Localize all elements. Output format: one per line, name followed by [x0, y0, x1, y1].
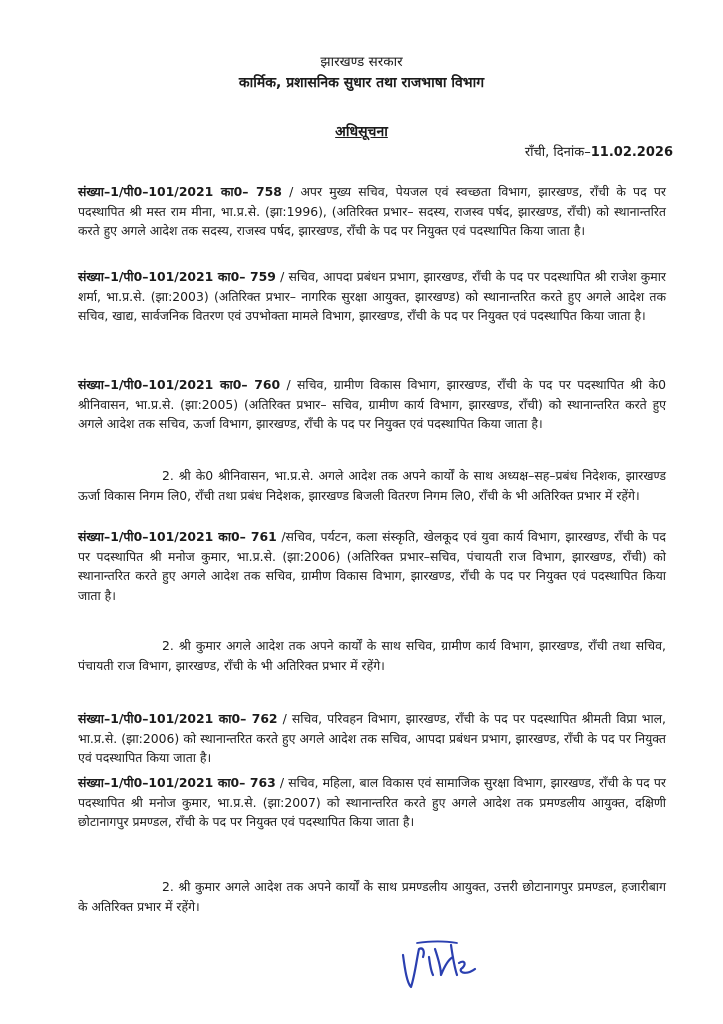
- order-number: संख्या–1/पी0–101/2021 का0– 763: [78, 775, 276, 790]
- government-name: झारखण्ड सरकार: [320, 54, 403, 70]
- order-paragraph: [78, 267, 666, 326]
- order-paragraph: [78, 527, 666, 605]
- order-number: संख्या–1/पी0–101/2021 का0– 761: [78, 529, 277, 544]
- order-text: / अपर मुख्य सचिव, पेयजल एवं स्वच्छता विभाग, झारखण्ड, राँची के पद पर पदस्थापित श्री मस्त राम मीना, भा.प्र.से. (झा:1996), (अतिरिक्त प्रभार– सदस्य, राजस्व पर्षद, झारखण्ड, राँची) को स्थानान्तरित करते हुए अगले आदेश तक सदस्य, राजस्व पर्षद, झारखण्ड, राँची के पद पर नियुक्त एवं पदस्थापित किया जाता है।: [78, 184, 666, 239]
- additional-charge-paragraph: 2. श्री के0 श्रीनिवासन, भा.प्र.से. अगले आदेश तक अपने कार्यों के साथ अध्यक्ष–सह–प्रबंध निदेशक, झारखण्ड ऊर्जा विकास निगम लि0, राँची तथा प्रबंध निदेशक, झारखण्ड बिजली वितरण निगम लि0, राँची के भी अतिरिक्त प्रभार में रहेंगे।: [78, 468, 666, 503]
- order-text: /सचिव, पर्यटन, कला संस्कृति, खेलकूद एवं युवा कार्य विभाग, झारखण्ड, राँची के पद पर पदस्थापित श्री मनोज कुमार, भा.प्र.से. (झा:2006) (अतिरिक्त प्रभार–सचिव, पंचायती राज विभाग, झारखण्ड, राँची) को स्थानान्तरित करते हुए अगले आदेश तक सचिव, ग्रामीण विकास विभाग, झारखण्ड, राँची के पद पर नियुक्त एवं पदस्थापित किया जाता है।: [78, 529, 666, 603]
- notification-title-text: अधिसूचना: [335, 124, 388, 140]
- order-number: संख्या–1/पी0–101/2021 का0– 760: [78, 377, 281, 392]
- place-label: राँची, दिनांक–: [524, 145, 591, 160]
- order-text: / सचिव, महिला, बाल विकास एवं सामाजिक सुरक्षा विभाग, झारखण्ड, राँची के पद पर पदस्थापित श्री मनोज कुमार, भा.प्र.से. (झा:2007) को स्थानान्तरित करते हुए अगले आदेश तक प्रमण्डलीय आयुक्त, दक्षिणी छोटानागपुर प्रमण्डल, राँची के पद पर नियुक्त एवं पदस्थापित किया जाता है।: [78, 775, 666, 830]
- date-line: [525, 142, 673, 160]
- order-text: / सचिव, ग्रामीण विकास विभाग, झारखण्ड, राँची के पद पर पदस्थापित श्री के0 श्रीनिवासन, भा.प्र.से. (झा:2005) (अतिरिक्त प्रभार– सचिव, ग्रामीण कार्य विभाग, झारखण्ड, राँची) को स्थानान्तरित करते हुए अगले आदेश तक सचिव, ऊर्जा विभाग, झारखण्ड, राँची के पद पर नियुक्त एवं पदस्थापित किया जाता है।: [78, 377, 666, 432]
- order-paragraph: [78, 773, 666, 832]
- additional-charge-paragraph: 2. श्री कुमार अगले आदेश तक अपने कार्यों के साथ सचिव, ग्रामीण कार्य विभाग, झारखण्ड, राँची तथा सचिव, पंचायती राज विभाग, झारखण्ड, राँची के भी अतिरिक्त प्रभार में रहेंगे।: [78, 638, 666, 673]
- order-paragraph: [78, 182, 666, 241]
- signature-stroke: [403, 945, 475, 987]
- order-paragraph: [78, 709, 666, 768]
- order-date: 11.02.2026: [590, 145, 673, 160]
- order-number: संख्या–1/पी0–101/2021 का0– 759: [78, 269, 276, 284]
- order-text: / सचिव, आपदा प्रबंधन प्रभाग, झारखण्ड, राँची के पद पर पदस्थापित श्री राजेश कुमार शर्मा, भा.प्र.से. (झा:2003) (अतिरिक्त प्रभार– नागरिक सुरक्षा आयुक्त, झारखण्ड) को स्थानान्तरित करते हुए अगले आदेश तक सचिव, खाद्य, सार्वजनिक वितरण एवं उपभोक्ता मामले विभाग, झारखण्ड, राँची के पद पर नियुक्त एवं पदस्थापित किया जाता है।: [78, 269, 666, 324]
- notification-title: [0, 122, 723, 141]
- order-paragraph: [78, 375, 666, 434]
- additional-charge-paragraph: 2. श्री कुमार अगले आदेश तक अपने कार्यों के साथ प्रमण्डलीय आयुक्त, उत्तरी छोटानागपुर प्रमण्डल, हजारीबाग के अतिरिक्त प्रभार में रहेंगे।: [78, 879, 666, 914]
- order-number: संख्या–1/पी0–101/2021 का0– 758: [78, 184, 282, 199]
- signature: [395, 935, 485, 995]
- order-text: / सचिव, परिवहन विभाग, झारखण्ड, राँची के पद पर पदस्थापित श्रीमती विप्रा भाल, भा.प्र.से. (झा:2006) को स्थानान्तरित करते हुए अगले आदेश तक सचिव, आपदा प्रबंधन प्रभाग, झारखण्ड, राँची के पद पर नियुक्त एवं पदस्थापित किया जाता है।: [78, 711, 666, 766]
- department-name: कार्मिक, प्रशासनिक सुधार तथा राजभाषा विभाग: [238, 75, 485, 91]
- order-number: संख्या–1/पी0–101/2021 का0– 762: [78, 711, 278, 726]
- signature-stroke: [417, 942, 457, 944]
